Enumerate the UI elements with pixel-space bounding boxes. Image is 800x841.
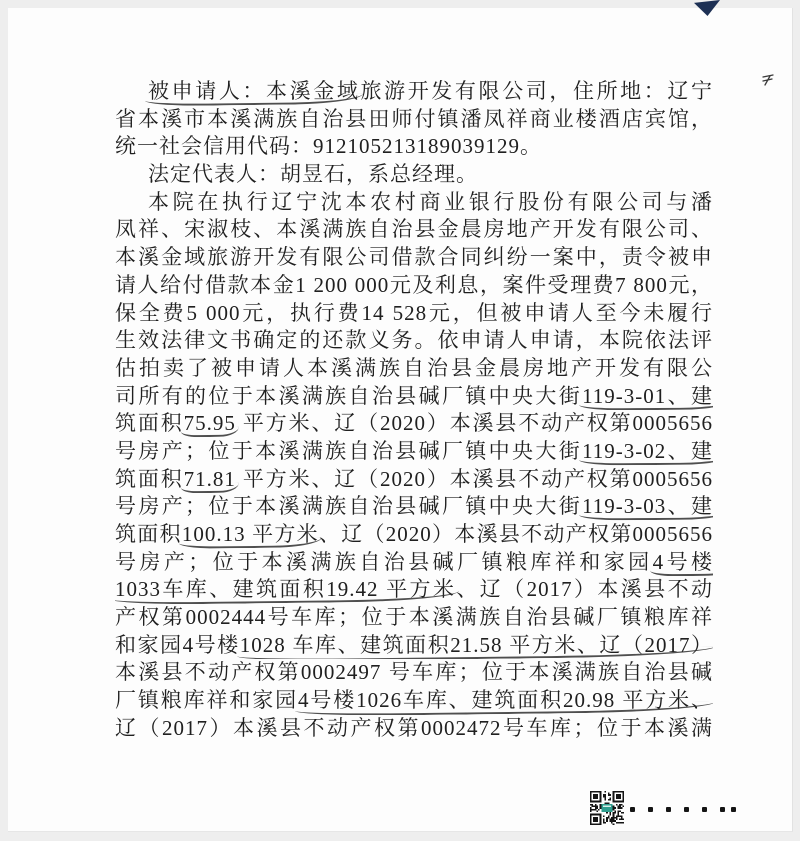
text-segment: 平方米、辽（2020）本溪县不动产权第0005656 <box>235 466 713 491</box>
text-segment: 保全费5 000元，执行费14 528元，但被申请人至今未履行 <box>115 300 713 325</box>
text-line <box>115 521 713 549</box>
text-segment: 号房产；位于本溪满族自治县碱厂镇中央大街 <box>115 494 583 519</box>
text-line <box>115 216 713 244</box>
text-segment: 、辽（2020）本溪县不动产权第0005656 <box>318 522 713 546</box>
text-line <box>115 161 713 189</box>
text-line <box>115 438 713 466</box>
text-segment: 法定代表人：胡昱石，系总经理。 <box>148 162 478 187</box>
text-line <box>115 659 713 687</box>
pen-underlined-text: 119-3-01、建 <box>582 383 713 408</box>
text-line <box>115 549 713 577</box>
text-line <box>115 300 713 328</box>
text-segment: 旅游开发有限公司，住所地：辽宁 <box>360 79 713 103</box>
pen-underlined-text: 1028 车库、建筑面积21.58 平方米、辽（2017） <box>239 632 713 657</box>
dot-icon <box>731 807 736 812</box>
text-line <box>115 327 713 355</box>
text-segment: 估拍卖了被申请人本溪满族自治县金晨房地产开发有限公 <box>115 355 713 380</box>
text-line <box>115 189 713 217</box>
text-line <box>115 576 713 604</box>
text-segment: 和家园4号楼 <box>115 632 240 657</box>
pen-underlined-text: 119-3-03、建 <box>582 494 713 519</box>
text-line <box>115 715 713 743</box>
text-line <box>115 272 713 300</box>
dot-icon <box>630 807 635 812</box>
text-segment: 厂镇粮库祥和家园 <box>115 688 298 713</box>
pen-underlined-text: 4号楼1026车库、建筑面积20.98 平方米、 <box>297 688 713 713</box>
text-segment: 产权第0002444号车库；位于本溪满族自治县碱厂镇粮库祥 <box>115 605 713 630</box>
dot-icon <box>666 807 671 812</box>
dot-icon <box>648 807 653 812</box>
text-segment: 本溪县不动产权第0002497 号车库；位于本溪满族自治县碱 <box>115 660 713 685</box>
document-body <box>115 78 713 743</box>
text-segment: 号房产；位于本溪满族自治县碱厂镇中央大街 <box>115 438 583 463</box>
pen-underlined-text: 71.81 <box>183 466 236 491</box>
text-segment: 生效法律文书确定的还款义务。依申请人申请，本院依法评 <box>115 328 713 353</box>
text-line <box>115 687 713 715</box>
document-page <box>8 8 793 832</box>
dots-mark <box>630 805 749 813</box>
pen-underlined-text: 75.95 <box>183 411 236 436</box>
text-segment: 省本溪市本溪满族自治县田师付镇潘凤祥商业楼酒店宾馆， <box>115 106 713 131</box>
dot-icon <box>684 807 689 812</box>
dot-icon <box>702 807 707 812</box>
pen-underlined-text: 4号楼 <box>652 549 713 574</box>
text-segment: 凤祥、宋淑枝、本溪满族自治县金晨房地产开发有限公司、 <box>115 217 713 242</box>
text-line <box>115 466 713 494</box>
text-line <box>115 493 713 521</box>
text-line <box>115 410 713 438</box>
pen-underlined-text: 100.13 平方米 <box>181 522 319 546</box>
text-segment: 、辽（2017）本溪县不动 <box>456 577 713 602</box>
text-line <box>115 355 713 383</box>
qr-code <box>587 791 627 825</box>
text-segment: 本院在执行辽宁沈本农村商业银行股份有限公司与潘 <box>148 189 713 214</box>
text-line <box>115 78 713 106</box>
text-segment: 筑面积 <box>115 522 182 546</box>
text-segment: 平方米、辽（2020）本溪县不动产权第0005656 <box>235 411 713 436</box>
text-line <box>115 383 713 411</box>
pen-mark-icon <box>760 72 776 88</box>
text-segment: 筑面积 <box>115 411 184 436</box>
pen-underlined-text: 1033车库、建筑面积19.42 平方米 <box>115 577 457 602</box>
text-line <box>115 106 713 134</box>
text-segment: 司所有的位于本溪满族自治县碱厂镇中央大街 <box>115 383 583 408</box>
text-segment: 请人给付借款本金1 200 000元及利息，案件受理费7 800元， <box>115 272 713 297</box>
pen-underlined-text: 119-3-02、建 <box>582 438 713 463</box>
dot-icon <box>720 807 725 812</box>
text-line <box>115 244 713 272</box>
text-segment: 本溪金域旅游开发有限公司借款合同纠纷一案中，责令被申 <box>115 245 713 270</box>
text-segment: 号房产；位于本溪满族自治县碱厂镇粮库祥和家园 <box>115 549 653 574</box>
text-segment: 统一社会信用代码：912105213189039129。 <box>115 134 542 159</box>
text-line <box>115 133 713 161</box>
text-segment: 辽（2017）本溪县不动产权第0002472号车库；位于本溪满 <box>115 715 713 740</box>
text-line <box>115 604 713 632</box>
text-segment: 筑面积 <box>115 466 184 491</box>
pen-underlined-text: 被申请人：本溪金域 <box>148 79 361 103</box>
text-line <box>115 632 713 660</box>
